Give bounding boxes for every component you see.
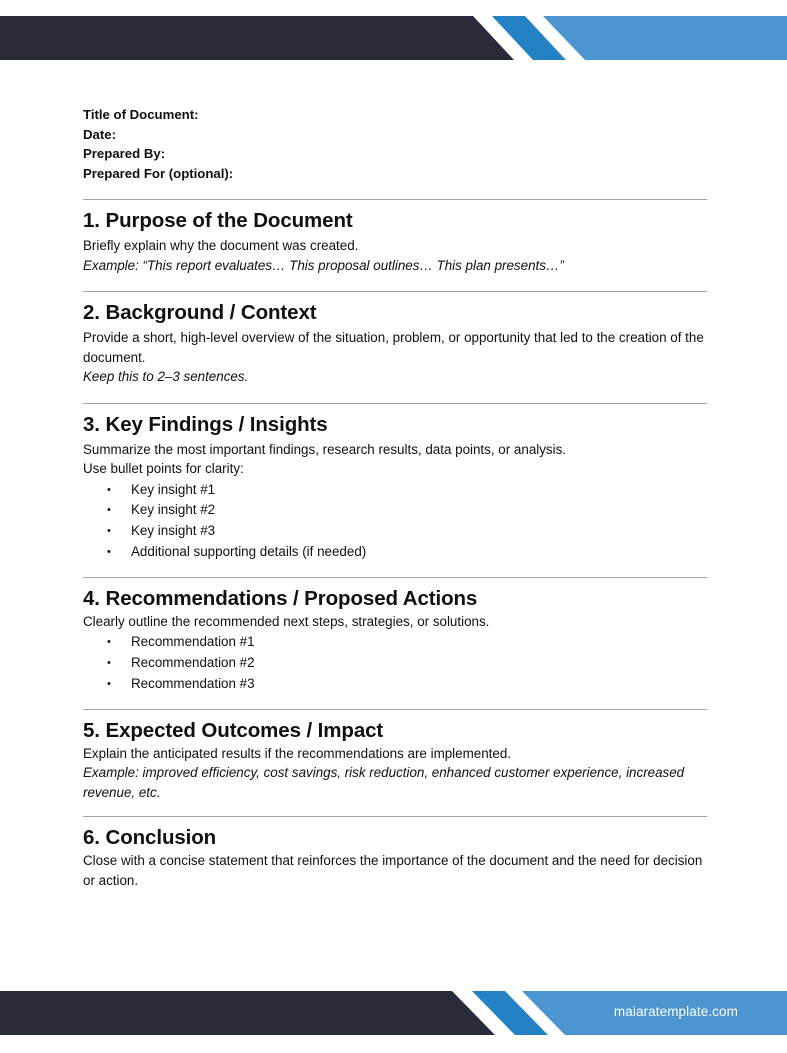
prepared-by-label: Prepared By: [83, 146, 166, 161]
section-heading: 6. Conclusion [83, 826, 217, 850]
section-example: Example: improved efficiency, cost savings, risk reduction, enhanced customer experience, increased revenue, etc. [83, 765, 685, 800]
recommendations-list [107, 632, 707, 694]
section-background [83, 292, 707, 387]
bullet-icon: • [107, 483, 111, 496]
section-heading: 4. Recommendations / Proposed Actions [83, 586, 478, 610]
section-body: Close with a concise statement that reinforces the importance of the document and the need for decision or action. [83, 853, 703, 888]
prepared-for-label: Prepared For (optional): [83, 165, 234, 181]
header-band [0, 16, 787, 60]
list-item: • Recommendation #1 [107, 632, 707, 653]
section-body-secondary: Use bullet points for clarity: [83, 461, 244, 476]
section-heading: 1. Purpose of the Document [83, 209, 353, 232]
section-body: Clearly outline the recommended next steps, strategies, or solutions. [83, 613, 490, 629]
list-item: • Key insight #1 [107, 480, 707, 501]
document-meta [83, 105, 707, 183]
list-item: • Recommendation #3 [107, 674, 707, 695]
bullet-icon: • [107, 677, 111, 690]
section-expected-outcomes [83, 710, 707, 803]
bullet-icon: • [107, 656, 111, 669]
document-body [83, 105, 707, 890]
list-item: • Additional supporting details (if needed) [107, 542, 707, 563]
footer-website-link[interactable]: maiaratemplate.com [613, 1004, 738, 1019]
bullet-icon: • [107, 545, 111, 558]
date-label: Date: [83, 126, 116, 142]
section-body: Briefly explain why the document was created. [83, 238, 359, 253]
section-body: Summarize the most important findings, research results, data points, or analysis. [83, 441, 567, 457]
section-heading: 3. Key Findings / Insights [83, 412, 328, 436]
header-stripes-graphic [0, 16, 787, 60]
list-item: • Key insight #3 [107, 521, 707, 542]
section-purpose [83, 200, 707, 275]
title-of-document-label: Title of Document: [83, 107, 199, 122]
section-key-findings [83, 404, 707, 563]
list-item: • Recommendation #2 [107, 653, 707, 674]
section-body: Provide a short, high-level overview of the situation, problem, or opportunity that led to the creation of the document. [83, 330, 704, 365]
bullet-icon: • [107, 636, 111, 649]
list-item: • Key insight #2 [107, 500, 707, 521]
section-heading: 2. Background / Context [83, 301, 317, 324]
section-recommendations [83, 578, 707, 695]
key-insights-list [107, 480, 707, 563]
section-conclusion [83, 817, 707, 890]
section-example: Keep this to 2–3 sentences. [83, 369, 249, 384]
section-body: Explain the anticipated results if the recommendations are implemented. [83, 745, 511, 761]
section-heading: 5. Expected Outcomes / Impact [83, 718, 384, 742]
bullet-icon: • [107, 504, 111, 517]
bullet-icon: • [107, 525, 111, 538]
section-example: Example: “This report evaluates… This proposal outlines… This plan presents…” [83, 257, 564, 273]
